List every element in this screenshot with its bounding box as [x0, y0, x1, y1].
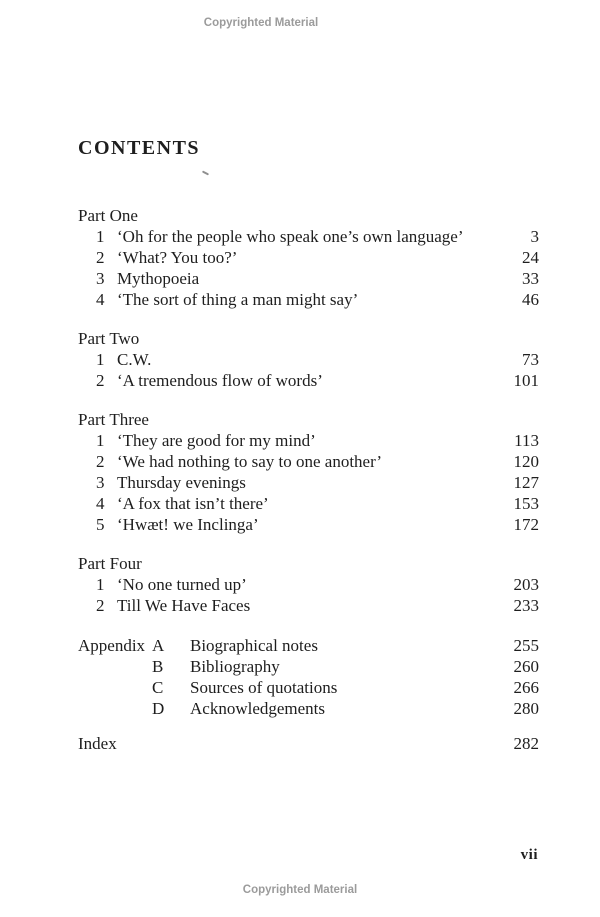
entry-title: ‘The sort of thing a man might say’ [117, 290, 359, 309]
toc-entry [78, 493, 539, 514]
table-of-contents [78, 138, 539, 754]
appendix-letter: C [152, 678, 164, 697]
entry-page-number: 233 [513, 596, 539, 615]
entry-page-number: 172 [513, 515, 539, 534]
entry-number: 2 [96, 596, 105, 615]
section-heading: Part Two [78, 329, 140, 348]
toc-entry [78, 268, 539, 289]
toc-entry [78, 514, 539, 535]
toc-section-part-three [78, 409, 539, 535]
entry-title: Acknowledgements [190, 699, 326, 718]
toc-entry [78, 595, 539, 616]
entry-page-number: 73 [522, 350, 539, 369]
toc-section-part-two [78, 328, 539, 391]
appendix-label-spacer [78, 656, 152, 677]
entry-page-number: 282 [513, 734, 539, 753]
entry-number: 2 [96, 371, 105, 390]
entry-page-number: 113 [514, 431, 539, 450]
appendix-entry [78, 656, 539, 677]
entry-number: 4 [96, 290, 105, 309]
entry-number: 1 [96, 575, 105, 594]
entry-page-number: 24 [522, 248, 539, 267]
appendix-label-spacer [78, 677, 152, 698]
toc-entry [78, 574, 539, 595]
entry-title: ‘What? You too?’ [117, 248, 238, 267]
toc-section-part-four [78, 553, 539, 616]
entry-title: ‘Hwæt! we Inclinga’ [117, 515, 259, 534]
entry-title: C.W. [117, 350, 152, 369]
entry-page-number: 46 [522, 290, 539, 309]
appendix-letter: D [152, 699, 165, 718]
entry-page-number: 33 [522, 269, 539, 288]
entry-title: Biographical notes [190, 636, 318, 655]
entry-title: ‘We had nothing to say to one another’ [117, 452, 383, 471]
entry-title: Thursday evenings [117, 473, 246, 492]
page-folio: vii [520, 847, 538, 863]
entry-number: 1 [96, 350, 105, 369]
entry-title: ‘A fox that isn’t there’ [117, 494, 269, 513]
entry-title: ‘They are good for my mind’ [117, 431, 316, 450]
copyright-notice-top: Copyrighted Material [203, 17, 319, 29]
appendix-label-spacer [78, 698, 152, 719]
entry-number: 4 [96, 494, 105, 513]
entry-page-number: 260 [513, 657, 539, 676]
entry-page-number: 203 [513, 575, 539, 594]
entry-title: ‘A tremendous flow of words’ [117, 371, 323, 390]
entry-title: Sources of quotations [190, 678, 338, 697]
toc-entry [78, 472, 539, 493]
section-heading: Part One [78, 206, 138, 225]
toc-index-entry [78, 733, 539, 754]
toc-entry [78, 451, 539, 472]
entry-page-number: 3 [530, 227, 539, 246]
toc-entry [78, 289, 539, 310]
copyright-notice-bottom: Copyrighted Material [242, 884, 358, 896]
toc-entry [78, 226, 539, 247]
section-heading: Part Three [78, 410, 149, 429]
appendix-entry [78, 635, 539, 656]
entry-title: ‘No one turned up’ [117, 575, 247, 594]
entry-number: 2 [96, 248, 105, 267]
appendix-letter: B [152, 657, 164, 676]
entry-page-number: 127 [513, 473, 539, 492]
entry-number: 2 [96, 452, 105, 471]
entry-title: ‘Oh for the people who speak one’s own language’ [117, 227, 464, 246]
entry-page-number: 153 [513, 494, 539, 513]
entry-number: 5 [96, 515, 105, 534]
page-title: CONTENTS [78, 137, 201, 159]
entry-page-number: 101 [513, 371, 539, 390]
appendix-label: Appendix [78, 636, 146, 655]
toc-entry [78, 430, 539, 451]
entry-page-number: 280 [513, 699, 539, 718]
toc-entry [78, 370, 539, 391]
section-heading: Part Four [78, 554, 142, 573]
entry-page-number: 255 [513, 636, 539, 655]
entry-page-number: 120 [513, 452, 539, 471]
toc-entry [78, 247, 539, 268]
entry-title: Bibliography [190, 657, 280, 676]
entry-title: Till We Have Faces [117, 596, 251, 615]
entry-number: 3 [96, 473, 105, 492]
entry-number: 1 [96, 227, 105, 246]
toc-entry [78, 349, 539, 370]
index-label: Index [78, 734, 117, 753]
appendix-letter: A [152, 636, 165, 655]
toc-section-part-one [78, 205, 539, 310]
entry-title: Mythopoeia [117, 269, 200, 288]
appendix-entry [78, 677, 539, 698]
toc-section-appendix [78, 635, 539, 719]
entry-number: 1 [96, 431, 105, 450]
entry-page-number: 266 [513, 678, 539, 697]
entry-number: 3 [96, 269, 105, 288]
appendix-entry [78, 698, 539, 719]
